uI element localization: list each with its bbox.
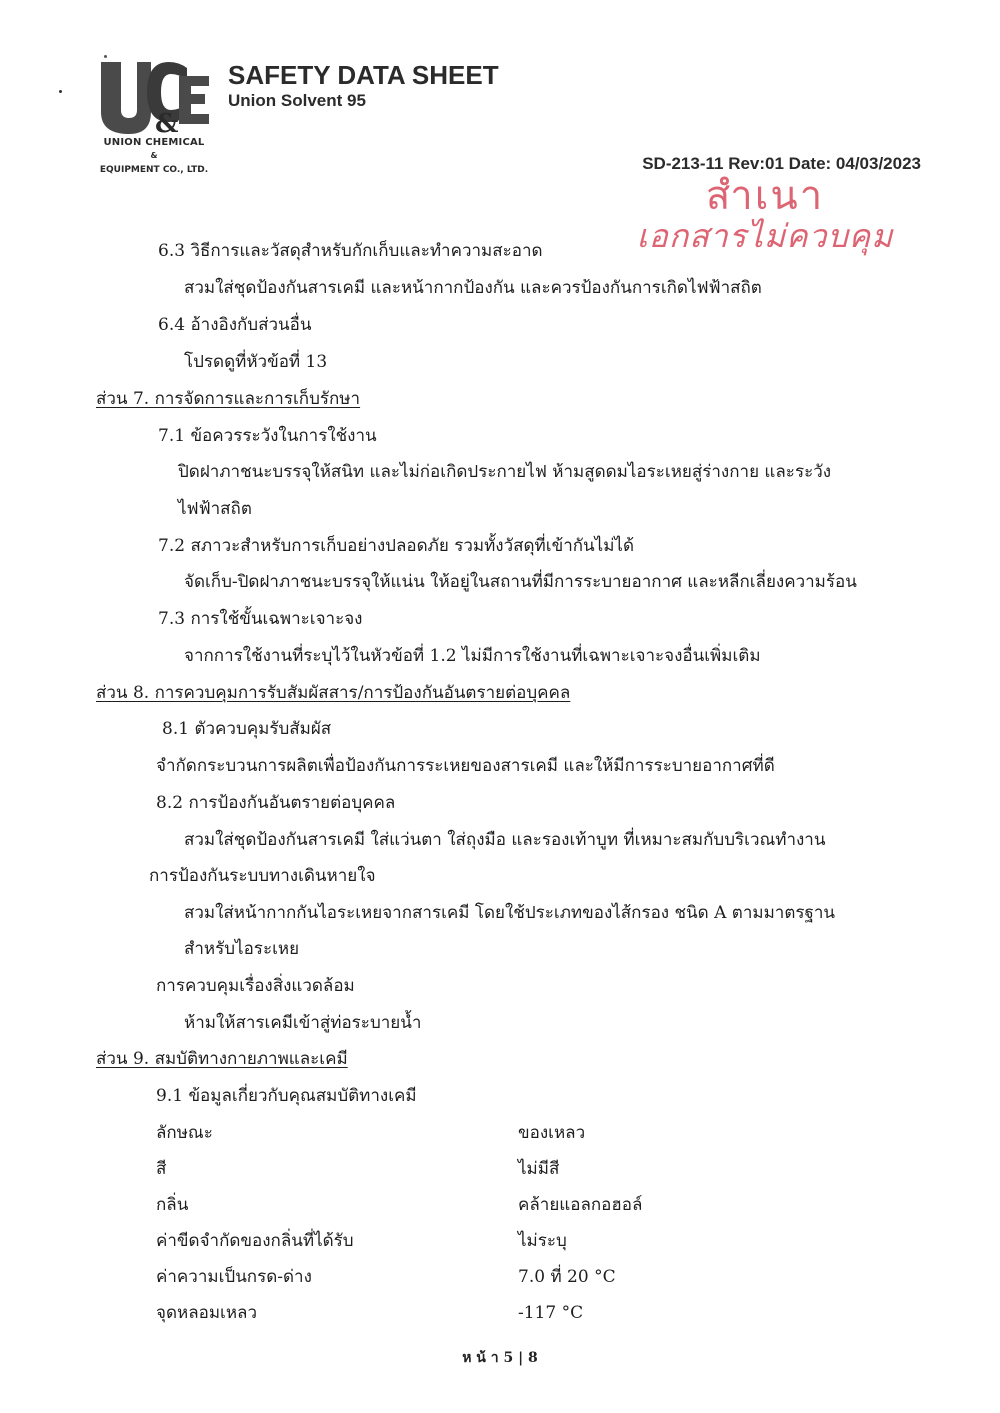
logo-name-line3: EQUIPMENT CO., LTD.	[99, 165, 209, 175]
uce-logo-mark	[99, 62, 209, 136]
property-label: ค่าขีดจำกัดของกลิ่นที่ได้รับ	[156, 1231, 354, 1251]
paragraph: จำกัดกระบวนการผลิตเพื่อป้องกันการระเหยของสารเคมี และให้มีการระบายอากาศที่ดี	[156, 756, 775, 776]
stamp-line2: เอกสารไม่ควบคุม	[636, 217, 894, 255]
subsection-heading: 8.1 ตัวควบคุมรับสัมผัส	[162, 719, 332, 739]
paragraph: จัดเก็บ-ปิดฝาภาชนะบรรจุให้แน่น ให้อยู่ในสถานที่มีการระบายอากาศ และหลีกเลี่ยงความร้อน	[184, 572, 857, 592]
paragraph: ไฟฟ้าสถิต	[178, 499, 252, 519]
scan-speck	[104, 55, 107, 58]
subsection-heading: 7.1 ข้อควรระวังในการใช้งาน	[158, 426, 377, 446]
document-reference: SD-213-11 Rev:01 Date: 04/03/2023	[642, 154, 921, 173]
company-logo	[97, 62, 211, 180]
scan-speck	[59, 90, 62, 93]
property-value: ของเหลว	[518, 1123, 586, 1143]
logo-name-line1: UNION CHEMICAL	[103, 137, 205, 148]
paragraph: สวมใส่ชุดป้องกันสารเคมี และหน้ากากป้องกัน และควรป้องกันการเกิดไฟฟ้าสถิต	[184, 278, 762, 298]
property-value: คล้ายแอลกอฮอล์	[518, 1195, 643, 1215]
property-label: สี	[156, 1159, 167, 1179]
subsection-heading: 6.4 อ้างอิงกับส่วนอื่น	[158, 315, 312, 335]
document-title: SAFETY DATA SHEET	[228, 60, 499, 90]
paragraph: สำหรับไอระเหย	[184, 939, 300, 959]
property-label: กลิ่น	[156, 1195, 189, 1215]
section-heading: ส่วน 9. สมบัติทางกายภาพและเคมี	[96, 1049, 348, 1069]
copy-stamp	[630, 173, 900, 256]
product-name: Union Solvent 95	[228, 91, 366, 110]
subsection-heading: 8.2 การป้องกันอันตรายต่อบุคคล	[156, 793, 396, 813]
subsection-heading: 9.1 ข้อมูลเกี่ยวกับคุณสมบัติทางเคมี	[156, 1086, 417, 1106]
subsection-heading: การป้องกันระบบทางเดินหายใจ	[149, 866, 376, 886]
stamp-line1: สำเนา	[705, 173, 825, 219]
logo-name-line2: &	[150, 151, 158, 160]
property-value: -117 °C	[518, 1303, 584, 1323]
logo-ampersand: &	[155, 109, 179, 136]
page-number: ห น้ า 5 | 8	[462, 1350, 538, 1366]
paragraph: สวมใส่หน้ากากกันไอระเหยจากสารเคมี โดยใช้ประเภทของไส้กรอง ชนิด A ตามมาตรฐาน	[184, 903, 836, 923]
subsection-heading: การควบคุมเรื่องสิ่งแวดล้อม	[156, 976, 355, 996]
paragraph: ห้ามให้สารเคมีเข้าสู่ท่อระบายน้ำ	[184, 1013, 422, 1033]
section-heading: ส่วน 7. การจัดการและการเก็บรักษา	[96, 389, 361, 409]
property-label: ลักษณะ	[156, 1123, 213, 1143]
paragraph: ปิดฝาภาชนะบรรจุให้สนิท และไม่ก่อเกิดประกายไฟ ห้ามสูดดมไอระเหยสู่ร่างกาย และระวัง	[178, 462, 832, 482]
subsection-heading: 7.2 สภาวะสำหรับการเก็บอย่างปลอดภัย รวมทั้งวัสดุที่เข้ากันไม่ได้	[158, 536, 634, 556]
property-value: ไม่ระบุ	[518, 1231, 567, 1251]
subsection-heading: 6.3 วิธีการและวัสดุสำหรับกักเก็บและทำความสะอาด	[158, 241, 543, 261]
property-value: ไม่มีสี	[518, 1159, 560, 1179]
paragraph: สวมใส่ชุดป้องกันสารเคมี ใส่แว่นตา ใส่ถุงมือ และรองเท้าบูท ที่เหมาะสมกับบริเวณทำงาน	[184, 830, 826, 850]
property-label: จุดหลอมเหลว	[156, 1303, 258, 1323]
section-heading: ส่วน 8. การควบคุมการรับสัมผัสสาร/การป้องกันอันตรายต่อบุคคล	[96, 683, 571, 703]
property-value: 7.0 ที่ 20 °C	[518, 1267, 616, 1287]
paragraph: จากการใช้งานที่ระบุไว้ในหัวข้อที่ 1.2 ไม่มีการใช้งานที่เฉพาะเจาะจงอื่นเพิ่มเติม	[184, 646, 761, 666]
paragraph: โปรดดูที่หัวข้อที่ 13	[184, 352, 328, 372]
property-label: ค่าความเป็นกรด-ด่าง	[156, 1267, 312, 1287]
subsection-heading: 7.3 การใช้ขั้นเฉพาะเจาะจง	[158, 609, 363, 629]
